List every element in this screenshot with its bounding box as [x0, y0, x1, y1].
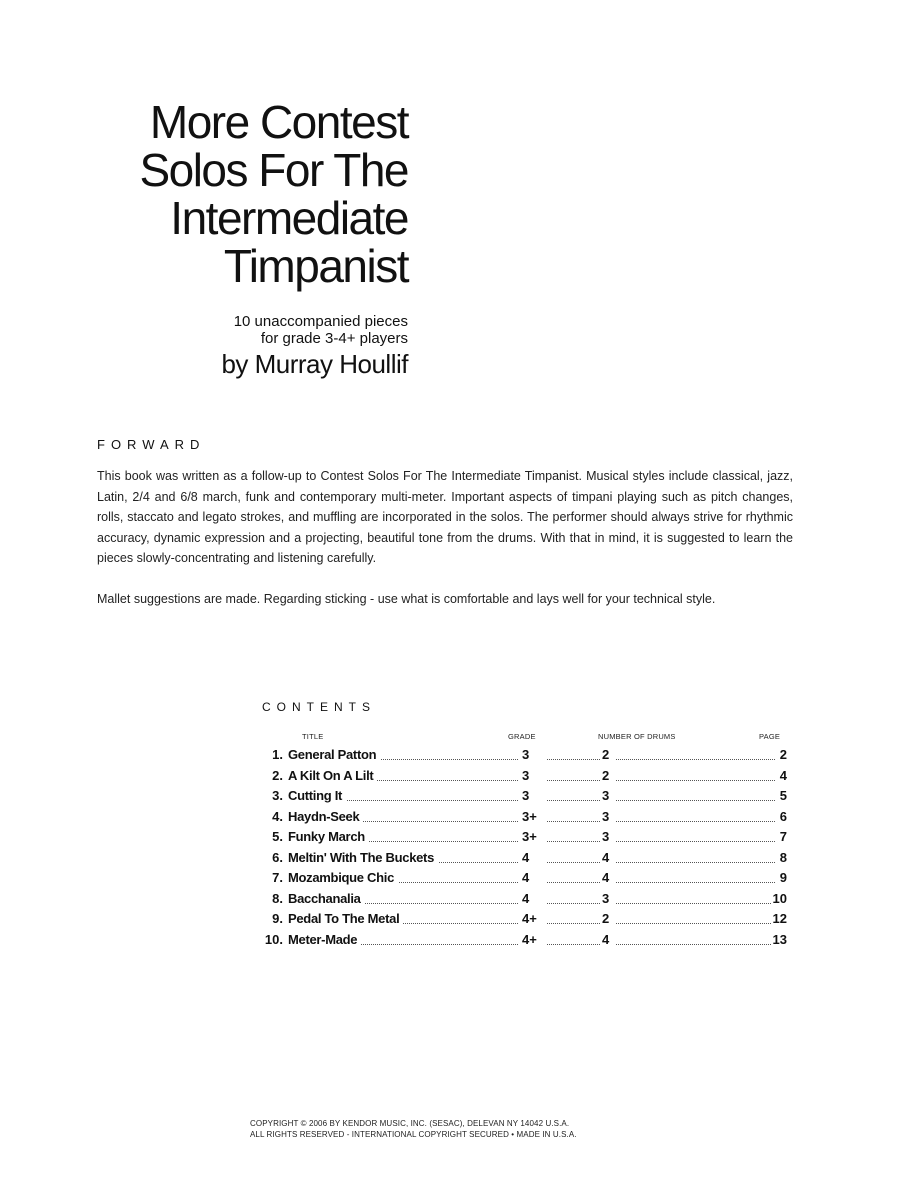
contents-row [262, 848, 787, 869]
dot-leader [542, 788, 600, 801]
title-line: Solos For The [139, 144, 408, 196]
item-drums: 2 [602, 911, 614, 926]
item-number: 10. [264, 931, 283, 947]
dot-leader [542, 850, 600, 863]
contents-row [262, 786, 787, 807]
item-drums: 3 [602, 788, 614, 803]
item-grade: 4 [520, 891, 546, 906]
item-page: 13 [772, 931, 787, 947]
forward-heading: FORWARD [97, 437, 206, 452]
subtitle-line: for grade 3-4+ players [260, 330, 408, 347]
item-drums: 4 [602, 932, 614, 947]
item-page: 12 [772, 911, 787, 926]
dot-leader [616, 747, 775, 760]
dot-leader [616, 850, 775, 863]
forward-body [97, 466, 793, 629]
dot-leader [542, 870, 600, 883]
forward-paragraph: Mallet suggestions are made. Regarding sticking - use what is comfortable and lays well for your technical style. [97, 591, 716, 606]
subtitle-line: 10 unaccompanied pieces [233, 313, 408, 330]
item-title: Bacchanalia [288, 891, 365, 906]
contents-row [262, 745, 787, 766]
item-drums: 2 [602, 747, 614, 762]
copyright-line: ALL RIGHTS RESERVED - INTERNATIONAL COPYRIGHT SECURED • MADE IN U.S.A. [250, 1130, 577, 1139]
title-line: Intermediate [170, 192, 408, 244]
author: by Murray Houllif [221, 349, 408, 379]
item-grade: 4+ [520, 932, 546, 947]
item-grade: 4+ [520, 911, 546, 926]
column-grade: GRADE [508, 732, 536, 741]
item-number: 3. [272, 788, 283, 803]
dot-leader [616, 932, 775, 945]
item-drums: 3 [602, 891, 614, 906]
column-page: PAGE [759, 732, 781, 741]
dot-leader [542, 747, 600, 760]
dot-leader [542, 768, 600, 781]
title-line: More Contest [149, 96, 408, 148]
item-number: 8. [272, 890, 283, 906]
dot-leader [616, 911, 775, 924]
item-title: Mozambique Chic [288, 870, 398, 885]
contents-row [262, 827, 787, 848]
item-number: 5. [272, 829, 283, 844]
title-line: Timpanist [223, 240, 408, 292]
item-grade: 3+ [520, 829, 546, 844]
item-page: 4 [779, 767, 787, 783]
item-grade: 4 [520, 850, 546, 865]
item-page: 6 [779, 808, 787, 824]
dot-leader [542, 911, 600, 924]
contents-row [262, 930, 787, 951]
dot-leader [542, 829, 600, 842]
item-page: 5 [779, 788, 787, 803]
column-title: TITLE [302, 732, 324, 741]
item-page: 9 [779, 870, 787, 885]
item-title: A Kilt On A Lilt [288, 768, 377, 783]
dot-leader [616, 768, 775, 781]
contents-row [262, 868, 787, 889]
contents-row [262, 807, 787, 828]
dot-leader [616, 870, 775, 883]
dot-leader [616, 891, 775, 904]
item-drums: 2 [602, 768, 614, 783]
item-grade: 3+ [520, 809, 546, 824]
item-grade: 3 [520, 788, 546, 803]
dot-leader [542, 891, 600, 904]
contents-row [262, 909, 787, 930]
item-page: 2 [779, 747, 787, 762]
contents-row [262, 766, 787, 787]
contents-row [262, 889, 787, 910]
item-grade: 3 [520, 768, 546, 783]
item-title: Cutting It [288, 788, 346, 803]
item-grade: 3 [520, 747, 546, 762]
item-title: General Patton [288, 747, 380, 762]
dot-leader [616, 809, 775, 822]
item-title: Pedal To The Metal [288, 911, 403, 926]
item-page: 10 [772, 890, 787, 906]
dot-leader [616, 829, 775, 842]
item-number: 2. [272, 767, 283, 783]
item-title: Meltin' With The Buckets [288, 850, 438, 865]
contents-heading: CONTENTS [262, 700, 376, 714]
copyright [250, 1118, 577, 1140]
forward-paragraph: This book was written as a follow-up to Contest Solos For The Intermediate Timpanist. Musical styles include classical, jazz, Latin, 2/4 and 6/8 march, funk and contemporary multi-meter. Important aspects of timpani playing such as pitch changes, rolls, staccato and legato strokes, and muffling are incorporated in the solos. The performer should always strive for rhythmic accuracy, dynamic expression and a projecting, beautiful tone from the drums. With that in mind, it is suggested to learn the pieces slowly-concentrating and listening carefully. [97, 469, 793, 565]
item-title: Funky March [288, 829, 369, 844]
item-drums: 4 [602, 850, 614, 865]
item-drums: 4 [602, 870, 614, 885]
copyright-line: COPYRIGHT © 2006 BY KENDOR MUSIC, INC. (SESAC), DELEVAN NY 14042 U.S.A. [250, 1119, 570, 1128]
dot-leader [542, 932, 600, 945]
contents-list [262, 745, 787, 950]
item-page: 7 [779, 829, 787, 844]
item-drums: 3 [602, 809, 614, 824]
item-number: 1. [272, 747, 283, 762]
item-number: 7. [272, 870, 283, 885]
item-title: Meter-Made [288, 932, 361, 947]
item-title: Haydn-Seek [288, 809, 363, 824]
item-number: 6. [272, 849, 283, 865]
book-title [60, 98, 408, 290]
item-number: 4. [272, 808, 283, 824]
dot-leader [542, 809, 600, 822]
column-drums: NUMBER OF DRUMS [598, 732, 676, 741]
item-number: 9. [272, 911, 283, 926]
subtitle [60, 313, 408, 347]
item-grade: 4 [520, 870, 546, 885]
item-page: 8 [779, 849, 787, 865]
item-drums: 3 [602, 829, 614, 844]
dot-leader [616, 788, 775, 801]
